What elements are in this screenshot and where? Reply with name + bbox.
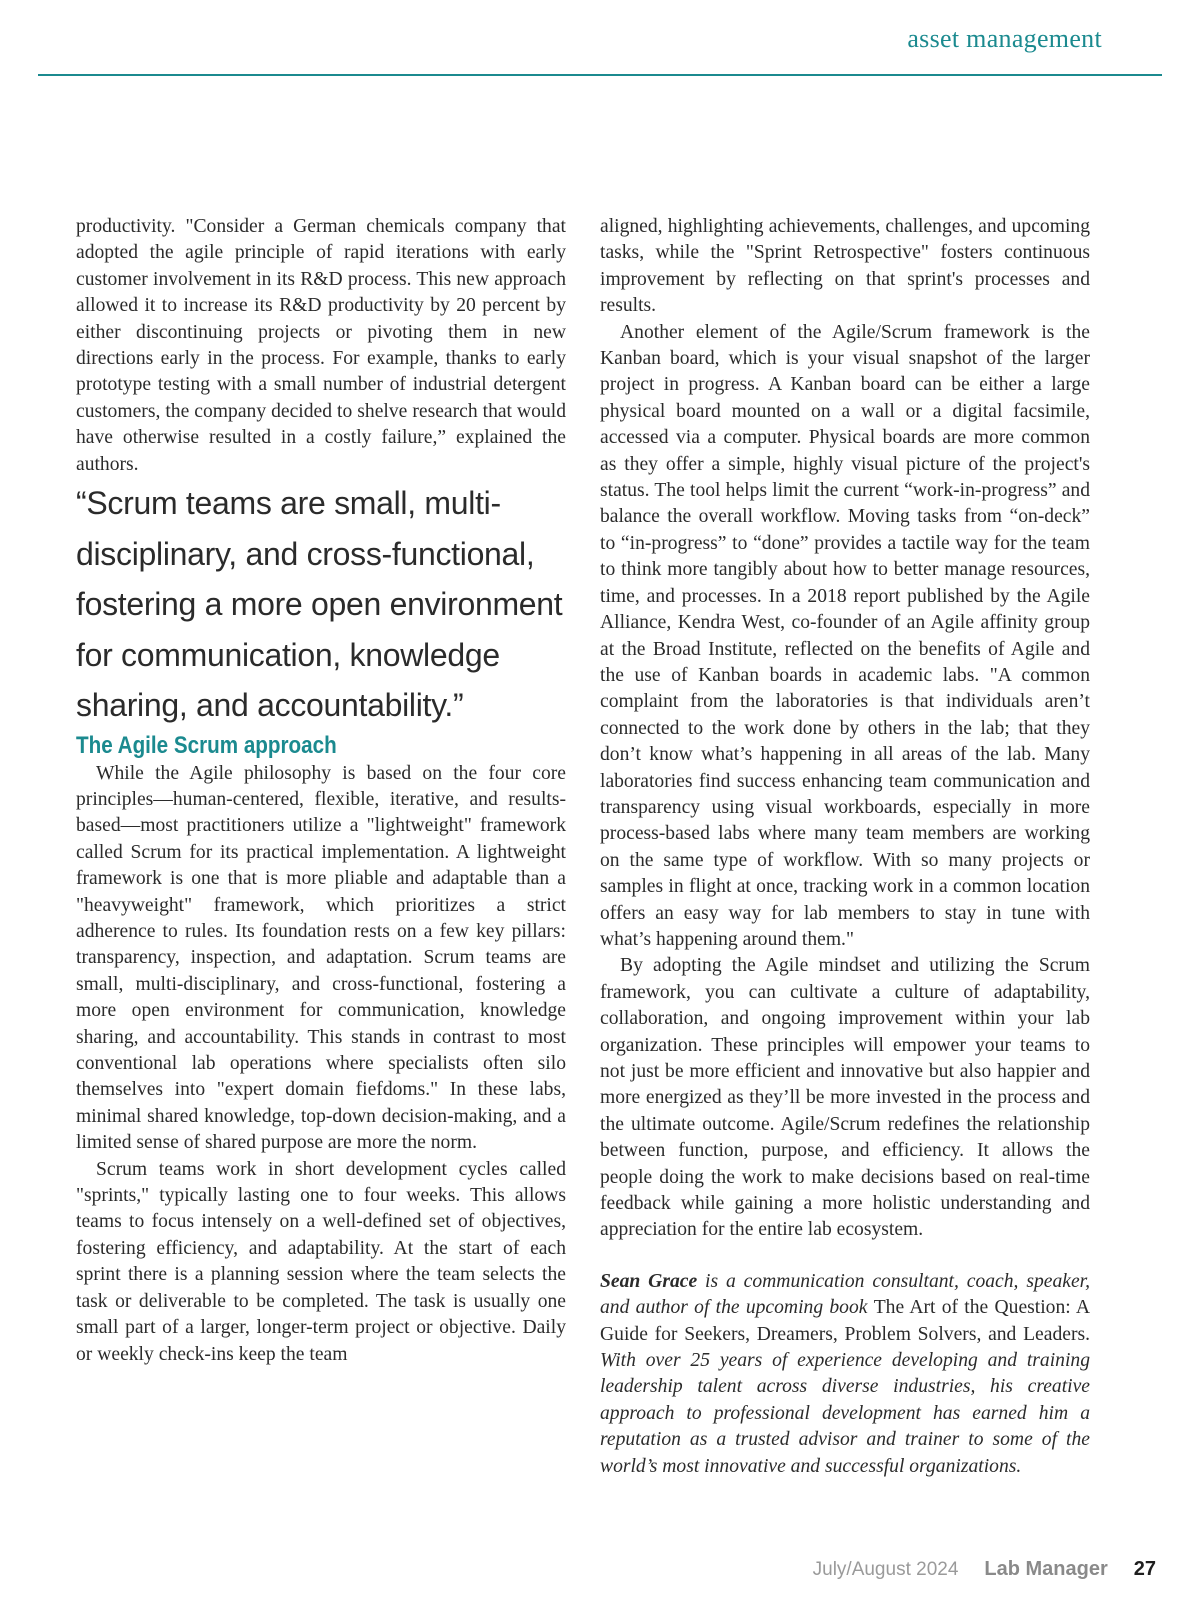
magazine-name: Lab Manager <box>984 1558 1108 1580</box>
body-paragraph: productivity. "Consider a German chemicals company that adopted the agile principle of rapid iterations with early customer involvement in its R&D process. This new approach allowed it to increase its R&D productivity by 20 percent by either discontinuing projects or pivoting them in new directions early in the process. For example, thanks to early prototype testing with a small number of industrial detergent customers, the company decided to shelve research that would have otherwise resulted in a costly failure,” explained the authors. <box>76 216 566 475</box>
body-paragraph: While the Agile philosophy is based on the four core principles—human-centered, flexible, iterative, and results-based—most practitioners utilize a "lightweight" framework called Scrum for its practical implementation. A lightweight framework is one that is more pliable and adaptable than a "heavyweight" framework, which prioritizes a strict adherence to rules. Its foundation rests on a few key pillars: transparency, inspection, and adaptation. Scrum teams are small, multi-disciplinary, and cross-functional, fostering a more open environment for communication, knowledge sharing, and accountability. This stands in contrast to most conventional lab operations where specialists often silo themselves into "expert domain fiefdoms." In these labs, minimal shared knowledge, top-down decision-making, and a limited sense of shared purpose are more the norm. <box>76 762 566 1154</box>
section-heading: The Agile Scrum approach <box>76 731 337 759</box>
author-bio <box>600 1269 1090 1480</box>
bio-lead: is a communication consultant, coach, speaker, and author of the upcoming book <box>600 1270 1090 1319</box>
section-label: asset management <box>907 24 1102 53</box>
bio-rest: With over 25 years of experience developing and training leadership talent across diverse industries, his creative approach to professional development has earned him a reputation as a trusted advisor and trainer to some of the world’s most innovative and successful organizations. <box>600 1350 1090 1477</box>
left-column <box>76 214 566 1368</box>
book-title: The Art of the Question: A Guide for Seekers, Dreamers, Problem Solvers, and Leaders. <box>600 1297 1091 1345</box>
issue-date: July/August 2024 <box>812 1559 959 1580</box>
body-paragraph: By adopting the Agile mindset and utilizing the Scrum framework, you can cultivate a culture of adaptability, collaboration, and ongoing improvement within your lab organization. These principles will empower your teams to not just be more efficient and innovative but also happier and more energized as they’ll be more invested in the process and the ultimate outcome. Agile/Scrum redefines the relationship between function, purpose, and efficiency. It allows the people doing the work to make decisions based on real-time feedback while gaining a more holistic understanding and appreciation for the entire lab ecosystem. <box>600 955 1090 1241</box>
right-column <box>600 214 1090 1480</box>
body-paragraph: Scrum teams work in short development cycles called "sprints," typically lasting one to four weeks. This allows teams to focus intensely on a well-defined set of objectives, fostering efficiency, and adaptability. At the start of each sprint there is a planning session where the team selects the task or deliverable to be completed. The task is usually one small part of a larger, longer-term project or objective. Daily or weekly check-ins keep the team <box>76 1158 566 1365</box>
page-number: 27 <box>1133 1558 1156 1580</box>
body-paragraph: aligned, highlighting achievements, challenges, and upcoming tasks, while the "Sprint Retrospective" fosters continuous improvement by reflecting on that sprint's processes and results. <box>600 216 1090 317</box>
page-footer <box>813 1558 1156 1581</box>
author-name: Sean Grace <box>600 1270 698 1292</box>
pull-quote: “Scrum teams are small, multi-disciplinary, and cross-functional, fostering a more open environment for communication, knowledge sharing, and accountability.” <box>76 485 563 724</box>
body-paragraph: Another element of the Agile/Scrum framework is the Kanban board, which is your visual snapshot of the larger project in progress. A Kanban board can be either a large physical board mounted on a wall or a digital facsimile, accessed via a computer. Physical boards are more common as they offer a simple, highly visual picture of the project's status. The tool helps limit the current “work-in-progress” and balance the overall workflow. Moving tasks from “on-deck” to “in-progress” to “done” provides a tactile way for the team to think more tangibly about how to better manage resources, time, and processes. In a 2018 report published by the Agile Alliance, Kendra West, co-founder of an Agile affinity group at the Broad Institute, reflected on the benefits of Agile and the use of Kanban boards in academic labs. "A common complaint from the laboratories is that individuals aren’t connected to the work done by others in the lab; that they don’t know what’s happening in all areas of the lab. Many laboratories find success enhancing team communication and transparency using visual workboards, especially in more process-based labs where many team members are working on the same type of workflow. With so many projects or samples in flight at once, tracking work in a common location offers an easy way for lab members to stay in tune with what’s happening around them." <box>600 321 1090 950</box>
header-rule <box>38 74 1162 76</box>
